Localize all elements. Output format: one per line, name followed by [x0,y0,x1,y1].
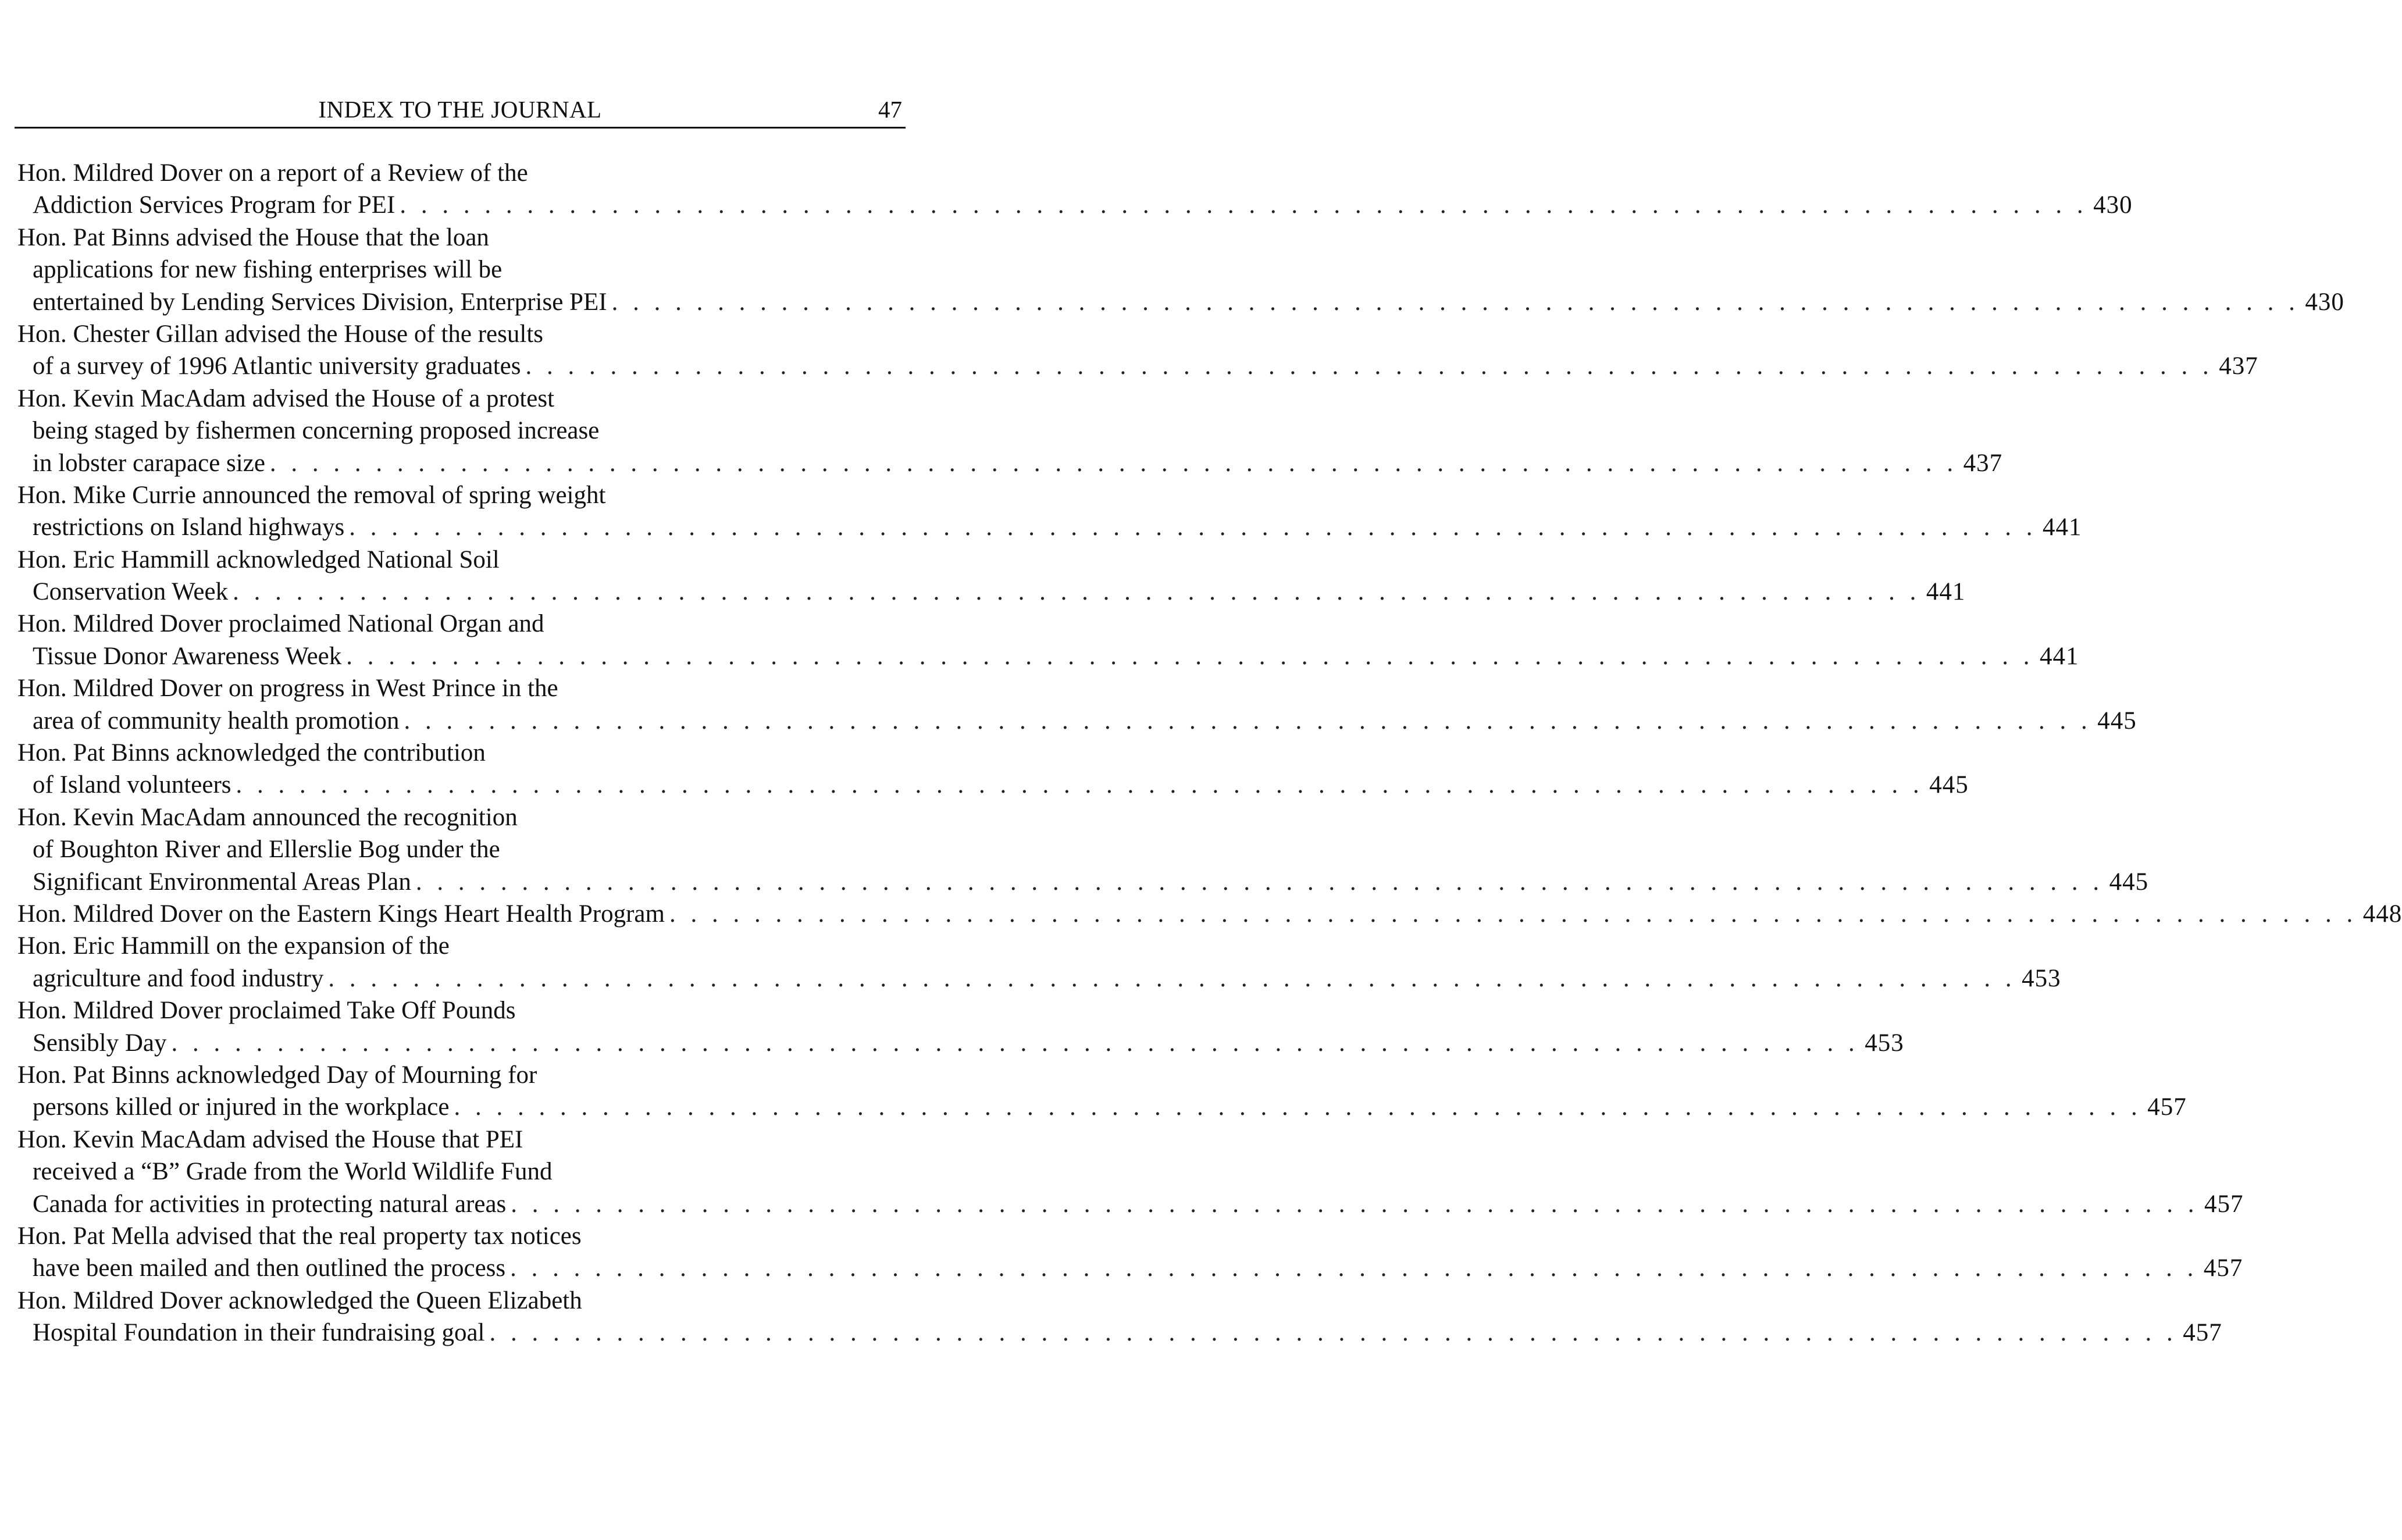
entry-continuation-line [17,1091,2187,1123]
entry-continuation-line [17,866,2149,898]
entry-continuation-line [17,705,2137,737]
entry-page-number: 448 [2362,900,2402,928]
entry-heading-line: Hon. Pat Binns advised the House that the loan [17,223,489,251]
entry-page-number: 457 [2203,1254,2243,1282]
entry-page-number: 441 [2042,514,2082,541]
entry-continuation-line [17,286,2344,318]
index-entry [17,930,2061,994]
entry-text: Canada for activities in protecting natural areas [33,1190,507,1218]
index-entry [17,383,2003,479]
entry-continuation-line [17,1027,1904,1059]
dot-leader: . . . . . . . . . . . . . . . . . . . . . . . . . . . . . . . . . . . . . . . . . . . . . . . . . . . . . . . . . . . . . . . . . . . . . . . . . . . . . . . . [510,1254,2198,1282]
entry-text: Hon. Mildred Dover on the Eastern Kings Heart Health Program [17,900,665,928]
index-entry [17,1285,2222,1349]
index-entry [17,1220,2243,1285]
dot-leader: . . . . . . . . . . . . . . . . . . . . . . . . . . . . . . . . . . . . . . . . . . . . . . . . . . . . . . . . . . . . . . . . . . . . . . . . . . . . . . . . [400,191,2088,219]
entry-heading-line: Hon. Mildred Dover on progress in West Prince in the [17,675,558,703]
entry-heading-line: Hon. Kevin MacAdam advised the House that PEI [17,1125,523,1153]
page-number: 47 [878,96,902,123]
index-entry [17,157,2133,222]
entry-continuation-line [17,511,2082,543]
entry-text: have been mailed and then outlined the process [33,1254,506,1282]
dot-leader: . . . . . . . . . . . . . . . . . . . . . . . . . . . . . . . . . . . . . . . . . . . . . . . . . . . . . . . . . . . . . . . . . . . . . . . . . . . . . . . . [233,578,1920,606]
page-title: INDEX TO THE JOURNAL [318,96,602,123]
entry-continuation-line: of Boughton River and Ellerslie Bog under the [33,836,500,864]
entry-page-number: 457 [2204,1190,2244,1218]
entry-page-number: 441 [1926,578,1966,606]
index-entries [17,157,2402,1349]
entry-heading-line: Hon. Eric Hammill on the expansion of the [17,932,450,960]
entry-text: area of community health promotion [33,707,400,735]
page-header [15,94,906,129]
entry-page-number: 430 [2305,288,2344,316]
entry-text: restrictions on Island highways [33,514,345,541]
entry-text: of a survey of 1996 Atlantic university graduates [33,352,521,380]
entry-page-number: 445 [2109,868,2149,896]
entry-page-number: 437 [2219,352,2258,380]
index-entry [17,672,2137,737]
entry-heading-line: Hon. Kevin MacAdam announced the recognition [17,803,518,831]
entry-heading-line: Hon. Pat Mella advised that the real property tax notices [17,1222,582,1250]
entry-page-number: 457 [2147,1093,2187,1121]
entry-page-number: 445 [1929,771,1969,799]
entry-heading-line [17,898,2402,930]
entry-text: persons killed or injured in the workplace [33,1093,450,1121]
entry-heading-line: Hon. Pat Binns acknowledged Day of Mourning for [17,1061,537,1089]
index-entry [17,994,1904,1059]
entry-continuation-line [17,1317,2222,1349]
entry-continuation-line [17,1252,2243,1284]
entry-continuation-line [17,962,2061,994]
index-entry [17,801,2149,898]
entry-continuation-line: received a “B” Grade from the World Wildlife Fund [33,1158,553,1186]
entry-continuation-line [17,576,1966,608]
dot-leader: . . . . . . . . . . . . . . . . . . . . . . . . . . . . . . . . . . . . . . . . . . . . . . . . . . . . . . . . . . . . . . . . . . . . . . . . . . . . . . . . [525,352,2214,380]
entry-heading-line: Hon. Eric Hammill acknowledged National Soil [17,546,500,573]
entry-text: agriculture and food industry [33,964,324,992]
dot-leader: . . . . . . . . . . . . . . . . . . . . . . . . . . . . . . . . . . . . . . . . . . . . . . . . . . . . . . . . . . . . . . . . . . . . . . . . . . . . . . . . [489,1319,2178,1347]
entry-text: Hospital Foundation in their fundraising goal [33,1319,485,1347]
dot-leader: . . . . . . . . . . . . . . . . . . . . . . . . . . . . . . . . . . . . . . . . . . . . . . . . . . . . . . . . . . . . . . . . . . . . . . . . . . . . . . . . [611,288,2300,316]
dot-leader: . . . . . . . . . . . . . . . . . . . . . . . . . . . . . . . . . . . . . . . . . . . . . . . . . . . . . . . . . . . . . . . . . . . . . . . . . . . . . . . . [236,771,1924,799]
index-entry [17,1124,2244,1220]
entry-text: of Island volunteers [33,771,231,799]
entry-text: in lobster carapace size [33,449,265,477]
entry-continuation-line [17,640,2079,672]
dot-leader: . . . . . . . . . . . . . . . . . . . . . . . . . . . . . . . . . . . . . . . . . . . . . . . . . . . . . . . . . . . . . . . . . . . . . . . . . . . . . . . . [346,642,2034,670]
entry-continuation-line: being staged by fishermen concerning proposed increase [33,417,600,445]
entry-heading-line: Hon. Kevin MacAdam advised the House of a protest [17,384,555,412]
index-entry [17,737,1969,801]
entry-heading-line: Hon. Mildred Dover on a report of a Review of the [17,159,528,187]
dot-leader: . . . . . . . . . . . . . . . . . . . . . . . . . . . . . . . . . . . . . . . . . . . . . . . . . . . . . . . . . . . . . . . . . . . . . . . . . . . . . . . . [669,900,2357,928]
index-entry [17,608,2079,672]
dot-leader: . . . . . . . . . . . . . . . . . . . . . . . . . . . . . . . . . . . . . . . . . . . . . . . . . . . . . . . . . . . . . . . . . . . . . . . . . . . . . . . . [171,1029,1859,1057]
dot-leader: . . . . . . . . . . . . . . . . . . . . . . . . . . . . . . . . . . . . . . . . . . . . . . . . . . . . . . . . . . . . . . . . . . . . . . . . . . . . . . . . [328,964,2016,992]
index-entry [17,544,1966,608]
entry-continuation-line [17,189,2133,221]
entry-page-number: 445 [2097,707,2137,735]
entry-continuation-line [17,447,2003,479]
entry-heading-line: Hon. Mildred Dover proclaimed National Organ and [17,610,544,638]
entry-page-number: 430 [2093,191,2133,219]
entry-continuation-line [17,1188,2244,1220]
entry-heading-line: Hon. Pat Binns acknowledged the contribution [17,739,486,767]
entry-text: Tissue Donor Awareness Week [33,642,342,670]
entry-page-number: 453 [2022,964,2061,992]
index-entry [17,479,2082,544]
dot-leader: . . . . . . . . . . . . . . . . . . . . . . . . . . . . . . . . . . . . . . . . . . . . . . . . . . . . . . . . . . . . . . . . . . . . . . . . . . . . . . . . [415,868,2104,896]
dot-leader: . . . . . . . . . . . . . . . . . . . . . . . . . . . . . . . . . . . . . . . . . . . . . . . . . . . . . . . . . . . . . . . . . . . . . . . . . . . . . . . . [511,1190,2199,1218]
dot-leader: . . . . . . . . . . . . . . . . . . . . . . . . . . . . . . . . . . . . . . . . . . . . . . . . . . . . . . . . . . . . . . . . . . . . . . . . . . . . . . . . [454,1093,2142,1121]
entry-text: Addiction Services Program for PEI [33,191,395,219]
entry-text: Significant Environmental Areas Plan [33,868,411,896]
index-entry [17,222,2344,318]
entry-page-number: 437 [1963,449,2003,477]
index-entry [17,318,2258,383]
entry-heading-line: Hon. Chester Gillan advised the House of the results [17,320,544,348]
entry-heading-line: Hon. Mildred Dover proclaimed Take Off Pounds [17,997,516,1025]
entry-page-number: 441 [2040,642,2079,670]
entry-page-number: 457 [2183,1319,2222,1347]
index-entry [17,1059,2187,1124]
entry-text: Conservation Week [33,578,229,606]
entry-page-number: 453 [1865,1029,1904,1057]
dot-leader: . . . . . . . . . . . . . . . . . . . . . . . . . . . . . . . . . . . . . . . . . . . . . . . . . . . . . . . . . . . . . . . . . . . . . . . . . . . . . . . . [349,514,2037,541]
entry-continuation-line [17,769,1969,801]
entry-text: entertained by Lending Services Division, Enterprise PEI [33,288,607,316]
entry-continuation-line: applications for new fishing enterprises will be [33,256,503,284]
dot-leader: . . . . . . . . . . . . . . . . . . . . . . . . . . . . . . . . . . . . . . . . . . . . . . . . . . . . . . . . . . . . . . . . . . . . . . . . . . . . . . . . [269,449,1958,477]
entry-heading-line: Hon. Mike Currie announced the removal of spring weight [17,481,606,509]
entry-text: Sensibly Day [33,1029,167,1057]
entry-heading-line: Hon. Mildred Dover acknowledged the Queen Elizabeth [17,1286,582,1314]
dot-leader: . . . . . . . . . . . . . . . . . . . . . . . . . . . . . . . . . . . . . . . . . . . . . . . . . . . . . . . . . . . . . . . . . . . . . . . . . . . . . . . . [404,707,2092,735]
entry-continuation-line [17,350,2258,382]
index-entry [17,898,2402,930]
